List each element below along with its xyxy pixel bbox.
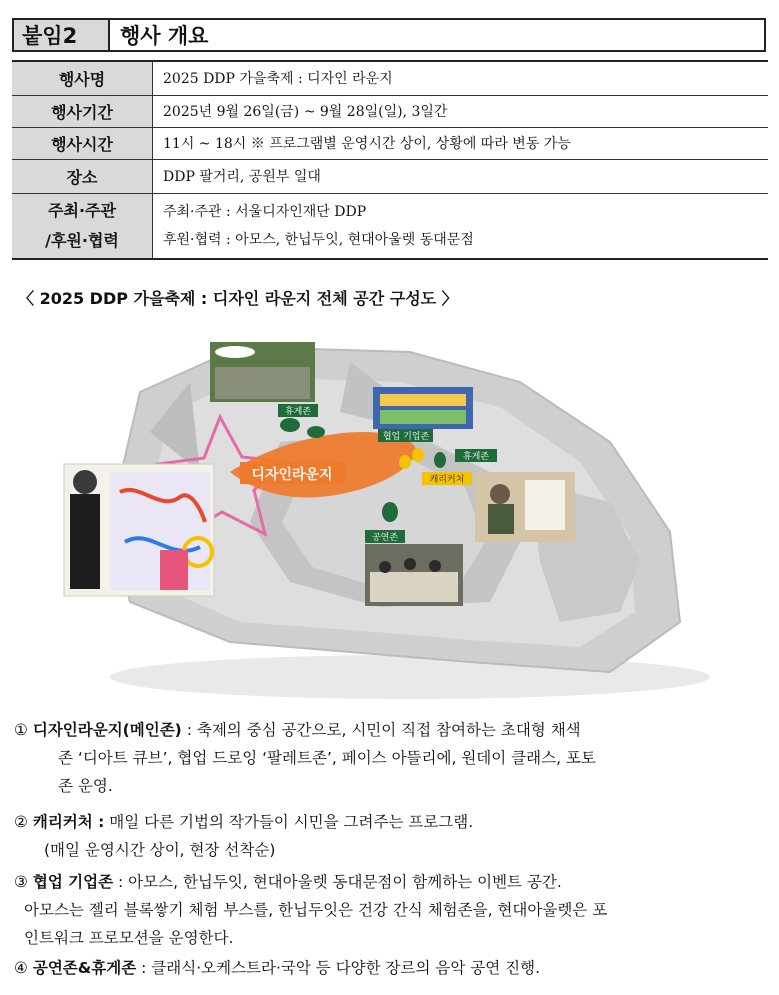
host-value-line1: 주최·주관 : 서울디자인재단 DDP [163, 203, 367, 220]
desc-text: 존 운영. [58, 777, 113, 795]
host-key-line1: 주최·주관 [48, 200, 116, 220]
event-info-table [12, 60, 768, 260]
desc-text: : 아모스, 한닙두잇, 현대아울렛 동대문점이 함께하는 이벤트 공간. [113, 873, 562, 891]
description-4 [14, 954, 774, 982]
row-value: 2025년 9월 26일(금) ~ 9월 28일(일), 3일간 [153, 95, 769, 127]
table-row [12, 127, 768, 159]
host-key-line2: /후원·협력 [45, 230, 119, 250]
description-1 [14, 716, 774, 800]
corp-zone-label: 협업 기업존 [382, 432, 430, 442]
table-row [12, 193, 768, 259]
desc-mark: ③ [14, 873, 28, 891]
stage-zone-photo [365, 544, 463, 606]
rest-zone-label-1: 휴게존 [284, 407, 312, 417]
stage-zone-marker [382, 502, 398, 522]
desc-mark: ④ [14, 959, 28, 977]
stage-zone-label: 공연존 [371, 533, 399, 543]
desc-title: 디자인라운지(메인존) [32, 721, 182, 739]
row-key: 행사기간 [12, 95, 153, 127]
desc-text: 존 ‘디아트 큐브’, 협업 드로잉 ‘팔레트존’, 페이스 아뜰리에, 원데이 클래스, 포토 [58, 749, 596, 767]
table-row [12, 95, 768, 127]
main-lounge-label: 디자인라운지 [251, 467, 333, 483]
rest-zone-marker-2 [307, 426, 325, 438]
map-title: 〈 2025 DDP 가을축제 : 디자인 라운지 전체 공간 구성도 〉 [18, 289, 458, 308]
row-value: 2025 DDP 가을축제 : 디자인 라운지 [153, 61, 769, 95]
section-title: 행사 개요 [120, 24, 209, 48]
rest-zone-label-2: 휴게존 [462, 452, 490, 462]
desc-title: 공연존&휴게존 [32, 959, 137, 977]
description-2 [14, 808, 774, 864]
desc-mark: ① [14, 721, 28, 739]
desc-text: : 축제의 중심 공간으로, 시민이 직접 참여하는 초대형 채색 [181, 721, 581, 739]
row-key: 행사시간 [12, 127, 153, 159]
desc-text: 매일 다른 기법의 작가들이 시민을 그려주는 프로그램. [104, 813, 474, 831]
caricature-photo [475, 472, 575, 542]
site-map [50, 322, 730, 702]
table-row [12, 61, 768, 95]
caricature-zone-marker [399, 455, 411, 469]
host-value-line2: 후원·협력 : 아모스, 한닙두잇, 현대아울렛 동대문점 [163, 231, 474, 248]
description-3 [14, 868, 774, 952]
desc-title: 캐리커처 : [32, 813, 105, 831]
row-value: DDP 팔거리, 공원부 일대 [153, 159, 769, 193]
desc-text: 아모스는 젤리 블록쌓기 체험 부스를, 한닙두잇은 건강 간식 체험존을, 현대아울렛은 포 [24, 901, 608, 919]
attachment-number: 붙임2 [14, 20, 110, 50]
main-lounge-photo [64, 464, 214, 596]
row-key: 장소 [12, 159, 153, 193]
table-row [12, 159, 768, 193]
desc-title: 협업 기업존 [32, 873, 114, 891]
rest-zone-marker [280, 418, 300, 432]
row-key [12, 193, 153, 259]
row-key: 행사명 [12, 61, 153, 95]
caricature-label: 캐리커처 [429, 475, 465, 485]
desc-text: (매일 운영시간 상이, 현장 선착순) [44, 841, 276, 859]
corp-zone-marker [434, 452, 446, 468]
section-header [12, 18, 766, 52]
row-value: 11시 ~ 18시 ※ 프로그램별 운영시간 상이, 상황에 따라 변동 가능 [153, 127, 769, 159]
desc-text: : 클래식·오케스트라·국악 등 다양한 장르의 음악 공연 진행. [136, 959, 541, 977]
desc-text: 인트워크 프로모션을 운영한다. [24, 929, 234, 947]
row-value [153, 193, 769, 259]
desc-mark: ② [14, 813, 28, 831]
